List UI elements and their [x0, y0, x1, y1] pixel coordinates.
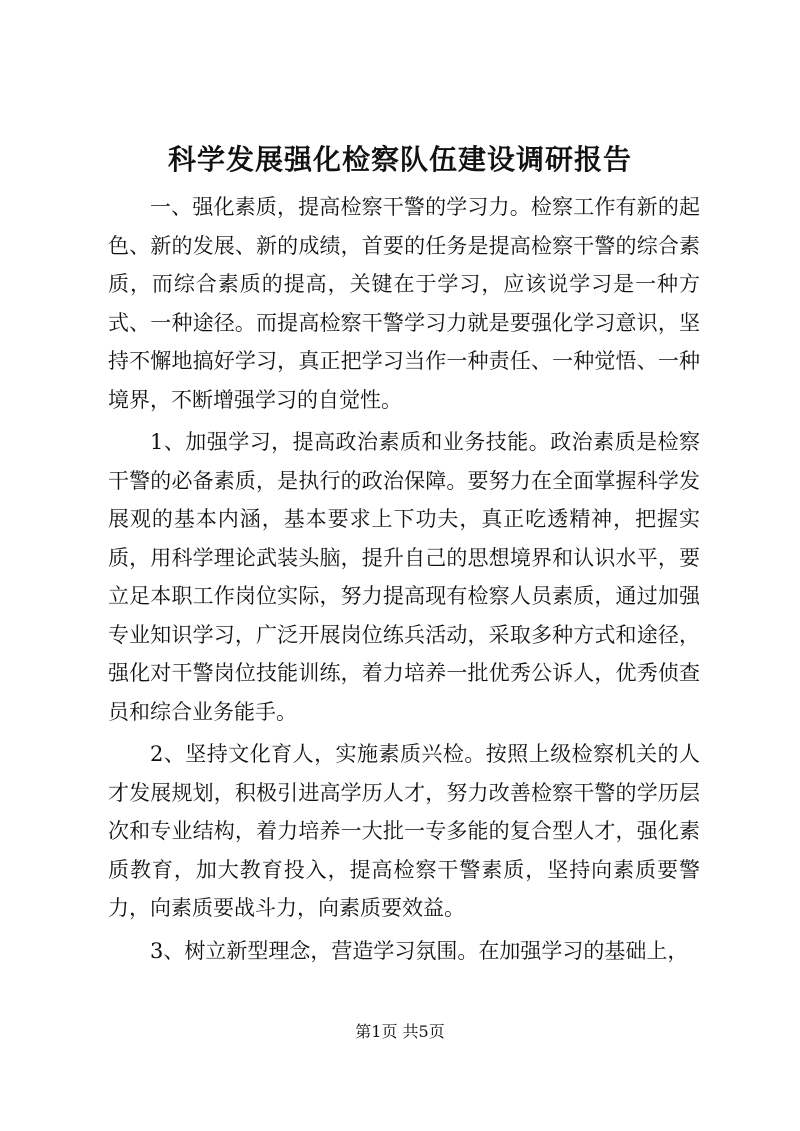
- paragraph-item-2: 2、坚持文化育人，实施素质兴检。按照上级检察机关的人才发展规划，积极引进高学历人才，努力改善检察干警的学历层次和专业结构，着力培养一大批一专多能的复合型人才，强化素质教育，加大教育投入，提高检察干警素质，坚持向素质要警力，向素质要战斗力，向素质要效益。: [108, 742, 700, 920]
- document-body: [108, 188, 700, 974]
- document-title: 科学发展强化检察队伍建设调研报告: [167, 143, 632, 176]
- paragraph-item-1: 1、加强学习，提高政治素质和业务技能。政治素质是检察干警的必备素质，是执行的政治保障。要努力在全面掌握科学发展观的基本内涵，基本要求上下功夫，真正吃透精神，把握实质，用科学理论武装头脑，提升自己的思想境界和认识水平，要立足本职工作岗位实际，努力提高现有检察人员素质，通过加强专业知识学习，广泛开展岗位练兵活动，采取多种方式和途径，强化对干警岗位技能训练，着力培养一批优秀公诉人，优秀侦查员和综合业务能手。: [108, 430, 700, 724]
- paragraph-item-3: 3、树立新型理念，营造学习氛围。在加强学习的基础上，: [150, 938, 689, 963]
- paragraph-section-one: 一、强化素质，提高检察干警的学习力。检察工作有新的起色、新的发展、新的成绩，首要的任务是提高检察干警的综合素质，而综合素质的提高，关键在于学习，应该说学习是一种方式、一种途径。而提高检察干警学习力就是要强化学习意识，坚持不懈地搞好学习，真正把学习当作一种责任、一种觉悟、一种境界，不断增强学习的自觉性。: [108, 195, 700, 412]
- page-number-footer: 第1页 共5页: [355, 1022, 445, 1041]
